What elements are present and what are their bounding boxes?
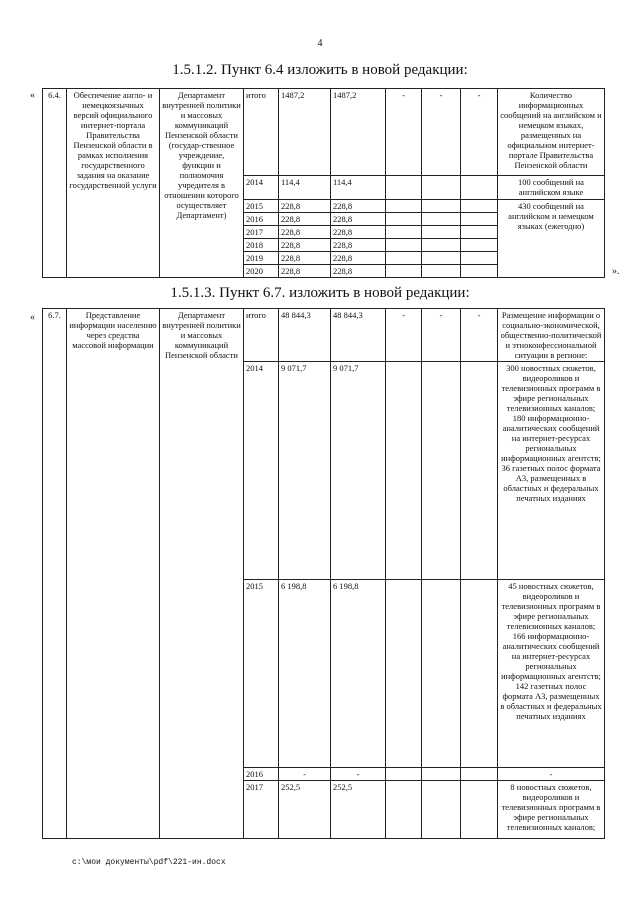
year-cell: 2014 [244,362,279,580]
result-cell: 300 новостных сюжетов, видеороликов и телевизионных программ в эфире региональных телевизионных каналов; 180 информационно-аналитических сообщений на интернет-ресурсах региональных информационных агентств; 36 газетных полос формата А3, размещенных в областных и федеральных печатных изданиях [498,362,605,580]
col-cell [386,781,422,839]
col-cell: - [386,309,422,362]
col-cell [422,213,461,226]
col-cell [422,176,461,200]
col-cell [422,265,461,278]
total-cell: 6 198,8 [279,580,331,768]
col-cell [461,252,498,265]
table-row [43,89,605,176]
item-name: Обеспечение англо- и немецкоязычных версий официального интернет-портала Правительства Пензенской области в рамках исполнения государственного задания на оказание государственной услуги [67,89,160,278]
year-cell: 2016 [244,768,279,781]
col-cell [386,176,422,200]
col-cell [422,200,461,213]
budget-cell: 228,8 [331,226,386,239]
col-cell [461,226,498,239]
total-cell: 228,8 [279,252,331,265]
col-cell [422,252,461,265]
item-number: 6.4. [43,89,67,278]
total-cell: 48 844,3 [279,309,331,362]
col-cell [422,226,461,239]
item-name: Представление информации населению через средства массовой информации [67,309,160,839]
col-cell [386,362,422,580]
col-cell: - [461,309,498,362]
year-cell: 2020 [244,265,279,278]
open-quote: « [30,312,35,323]
year-cell: 2016 [244,213,279,226]
budget-cell: 252,5 [331,781,386,839]
year-cell: итого [244,309,279,362]
budget-cell: 228,8 [331,239,386,252]
item-number: 6.7. [43,309,67,839]
result-cell: - [498,768,605,781]
total-cell: 228,8 [279,226,331,239]
year-cell: 2017 [244,781,279,839]
result-2015-2020: 430 сообщений на английском и немецком языках (ежегодно) [498,200,605,278]
budget-cell: 6 198,8 [331,580,386,768]
total-cell: 1487,2 [279,89,331,176]
col-cell [461,176,498,200]
col-cell [461,768,498,781]
table-item-6-7 [42,308,605,839]
result-total: Количество информационных сообщений на английском и немецком языках, размещенных на официальном интернет-портале Правительства Пензенской области [498,89,605,176]
year-cell: 2015 [244,580,279,768]
budget-cell: 228,8 [331,213,386,226]
result-cell: 45 новостных сюжетов, видеороликов и телевизионных программ в эфире региональных телевизионных каналов; 166 информационно-аналитических сообщений на интернет-ресурсах региональных информационных агентств; 142 газетных полос формата А3, размещенных в областных и федеральных печатных изданиях [498,580,605,768]
col-cell [461,200,498,213]
total-cell: 9 071,7 [279,362,331,580]
col-cell [386,252,422,265]
year-cell: 2014 [244,176,279,200]
col-cell [461,580,498,768]
col-cell [461,213,498,226]
col-cell [422,580,461,768]
year-cell: 2015 [244,200,279,213]
close-quote: ». [612,266,620,277]
section-heading-6-4: 1.5.1.2. Пункт 6.4 изложить в новой редакции: [172,62,468,78]
open-quote: « [30,90,35,101]
col-cell [386,265,422,278]
col-cell [422,768,461,781]
col-cell [422,362,461,580]
year-cell: 2017 [244,226,279,239]
col-cell [461,781,498,839]
item-executor: Департамент внутренней политики и массовых коммуникаций Пензенской области [160,309,244,839]
col-cell [386,200,422,213]
budget-cell: 114,4 [331,176,386,200]
section-heading-6-7: 1.5.1.3. Пункт 6.7. изложить в новой редакции: [170,285,470,301]
col-cell: - [461,89,498,176]
col-cell [461,265,498,278]
budget-cell: - [331,768,386,781]
result-2014: 100 сообщений на английском языке [498,176,605,200]
year-cell: итого [244,89,279,176]
budget-cell: 228,8 [331,200,386,213]
total-cell: 114,4 [279,176,331,200]
budget-cell: 1487,2 [331,89,386,176]
col-cell: - [422,309,461,362]
col-cell [461,362,498,580]
table-row [43,309,605,362]
budget-cell: 228,8 [331,252,386,265]
total-cell: 228,8 [279,265,331,278]
page-number: 4 [317,38,323,49]
result-cell: Размещение информации о социально-экономической, общественно-политической и этноконфессиональной ситуации в регионе: [498,309,605,362]
col-cell [386,768,422,781]
col-cell [386,226,422,239]
col-cell [422,781,461,839]
col-cell [386,239,422,252]
total-cell: 228,8 [279,200,331,213]
col-cell [422,239,461,252]
total-cell: 228,8 [279,239,331,252]
year-cell: 2018 [244,239,279,252]
budget-cell: 9 071,7 [331,362,386,580]
item-executor: Департамент внутренней политики и массовых коммуникаций Пензенской области (государ-ственное учреждение, функции и полномочия учредителя в отношении которого осуществляет Департамент) [160,89,244,278]
budget-cell: 228,8 [331,265,386,278]
col-cell: - [386,89,422,176]
result-cell: 8 новостных сюжетов, видеороликов и телевизионных программ в эфире региональных телевизионных каналов; [498,781,605,839]
col-cell: - [422,89,461,176]
table-item-6-4 [42,88,605,278]
total-cell: - [279,768,331,781]
file-path-footer: c:\мои документы\pdf\221-ин.docx [72,858,226,867]
total-cell: 252,5 [279,781,331,839]
year-cell: 2019 [244,252,279,265]
total-cell: 228,8 [279,213,331,226]
col-cell [386,580,422,768]
budget-cell: 48 844,3 [331,309,386,362]
col-cell [386,213,422,226]
col-cell [461,239,498,252]
